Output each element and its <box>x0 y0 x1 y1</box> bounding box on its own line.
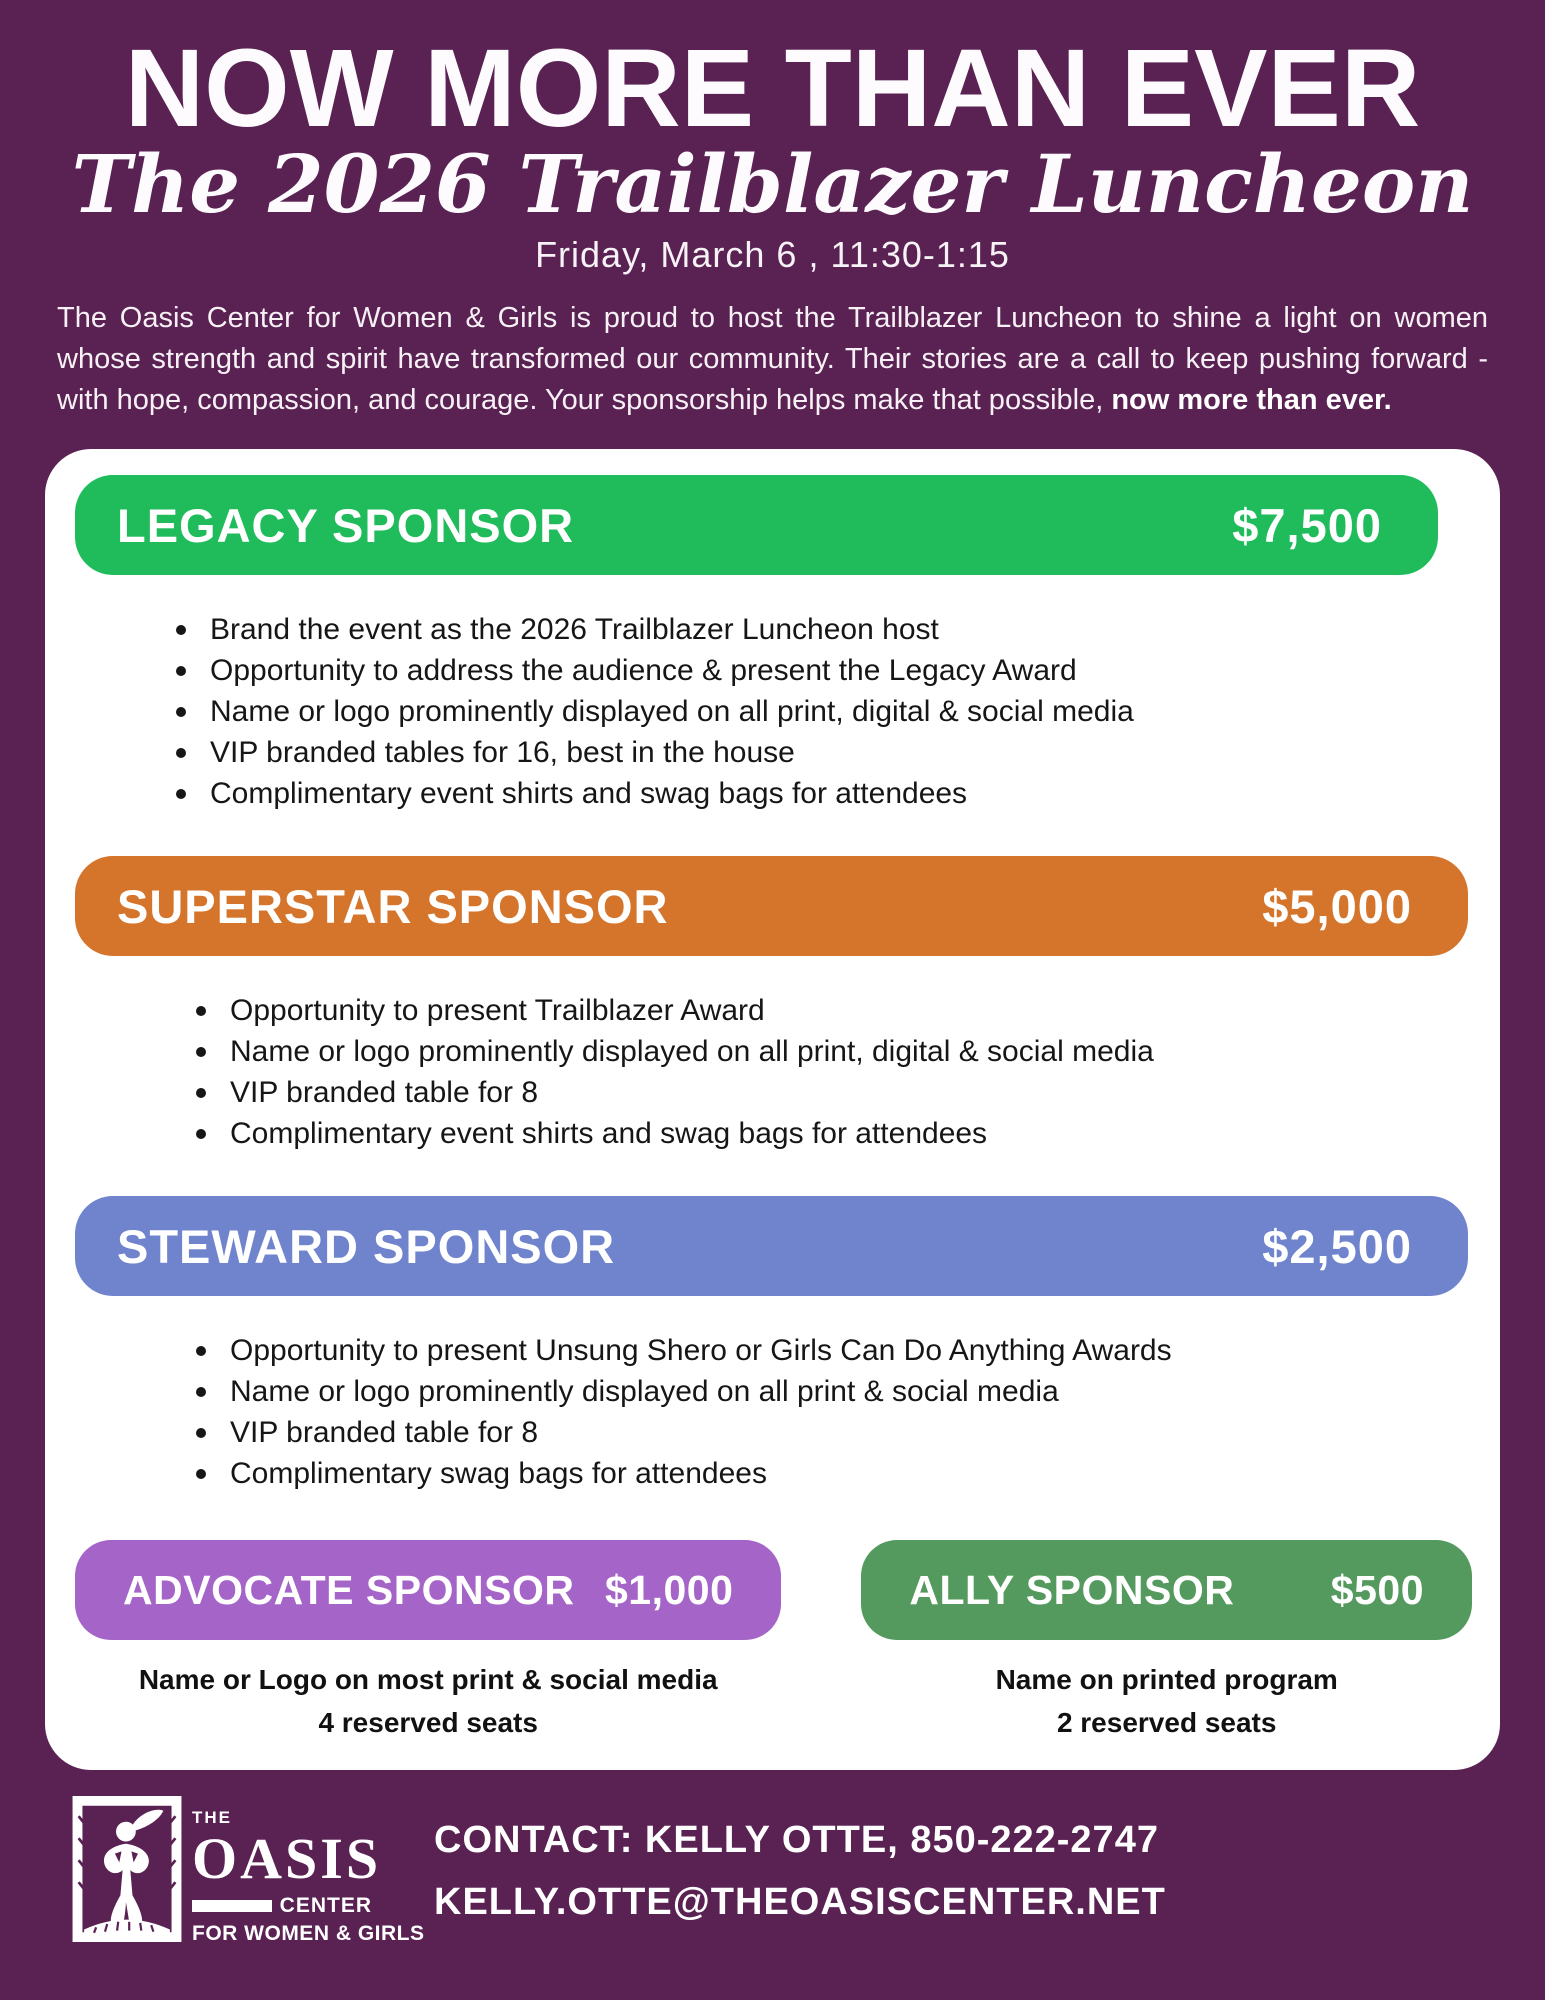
logo-center: CENTER <box>279 1894 372 1917</box>
tier-superstar-price: $5,000 <box>1262 879 1412 933</box>
tier-advocate-name: ADVOCATE SPONSOR <box>123 1566 575 1613</box>
oasis-logo <box>72 1796 425 1946</box>
event-date: Friday, March 6 , 11:30-1:15 <box>535 234 1010 275</box>
logo-bar <box>192 1900 272 1912</box>
benefit-item: Name or logo prominently displayed on all print, digital & social media <box>190 1031 1440 1072</box>
benefit-item: VIP branded tables for 16, best in the house <box>170 732 1440 773</box>
tier-ally-price: $500 <box>1330 1566 1424 1613</box>
tier-ally-benefits <box>861 1658 1472 1744</box>
benefit-item: Complimentary event shirts and swag bags for attendees <box>190 1113 1440 1154</box>
benefit-line: Name on printed program <box>995 1664 1338 1695</box>
benefit-item: Name or logo prominently displayed on all print & social media <box>190 1371 1440 1412</box>
tier-legacy <box>45 475 1500 814</box>
tier-ally-header <box>861 1540 1472 1640</box>
logo-tagline: FOR WOMEN & GIRLS <box>192 1922 425 1945</box>
benefit-item: VIP branded table for 8 <box>190 1412 1440 1453</box>
tier-ally-name: ALLY SPONSOR <box>909 1566 1235 1613</box>
logo-the: THE <box>192 1808 232 1827</box>
benefit-item: Opportunity to address the audience & present the Legacy Award <box>170 650 1440 691</box>
benefit-line: Name or Logo on most print & social media <box>138 1664 718 1695</box>
benefit-item: Brand the event as the 2026 Trailblazer Luncheon host <box>170 609 1440 650</box>
benefit-item: Name or logo prominently displayed on all print, digital & social media <box>170 691 1440 732</box>
tier-legacy-benefits <box>170 609 1440 814</box>
small-tiers-row <box>75 1540 1472 1744</box>
footer <box>0 1770 1545 1946</box>
intro-bold-text: now more than ever. <box>1111 384 1392 416</box>
tier-steward-price: $2,500 <box>1262 1219 1412 1273</box>
tier-steward <box>45 1196 1500 1494</box>
tier-steward-benefits <box>190 1330 1440 1494</box>
intro-text: The Oasis Center for Women & Girls is proud to host the Trailblazer Luncheon to shine a light on women whose strength and spirit have transformed our community. Their stories are a call to keep pushing forward - with hope, compassion, and courage. Your sponsorship helps make that possible, <box>57 302 1488 416</box>
tier-legacy-header <box>75 475 1438 575</box>
contact-block <box>434 1809 1166 1933</box>
oasis-emblem-icon <box>72 1796 182 1942</box>
benefit-item: VIP branded table for 8 <box>190 1072 1440 1113</box>
benefit-item: Complimentary swag bags for attendees <box>190 1453 1440 1494</box>
tier-steward-header <box>75 1196 1468 1296</box>
tier-superstar-benefits <box>190 990 1440 1154</box>
tier-superstar-header <box>75 856 1468 956</box>
tier-advocate-header <box>75 1540 781 1640</box>
contact-line-2: KELLY.OTTE@THEOASISCENTER.NET <box>434 1881 1166 1923</box>
benefit-item: Complimentary event shirts and swag bags for attendees <box>170 773 1440 814</box>
contact-line-1: CONTACT: KELLY OTTE, 850-222-2747 <box>434 1819 1159 1861</box>
tier-superstar <box>45 856 1500 1154</box>
event-subtitle: The 2026 Trailblazer Luncheon <box>71 137 1474 231</box>
tier-advocate-price: $1,000 <box>604 1566 734 1613</box>
page-title: NOW MORE THAN EVER <box>124 27 1421 150</box>
tier-advocate-benefits <box>75 1658 781 1744</box>
logo-center-row <box>192 1894 372 1918</box>
logo-oasis: OASIS <box>192 1826 382 1891</box>
intro-paragraph <box>57 298 1488 421</box>
tier-steward-name: STEWARD SPONSOR <box>117 1219 616 1273</box>
oasis-logo-text <box>192 1796 425 1946</box>
benefit-item: Opportunity to present Unsung Shero or Girls Can Do Anything Awards <box>190 1330 1440 1371</box>
benefit-line: 2 reserved seats <box>1056 1707 1277 1738</box>
tier-legacy-name: LEGACY SPONSOR <box>117 498 575 552</box>
header <box>0 0 1545 421</box>
tier-legacy-price: $7,500 <box>1232 498 1382 552</box>
benefit-item: Opportunity to present Trailblazer Award <box>190 990 1440 1031</box>
tier-ally <box>861 1540 1472 1744</box>
benefit-line: 4 reserved seats <box>318 1707 538 1738</box>
sponsorship-card <box>45 449 1500 1770</box>
tier-advocate <box>75 1540 781 1744</box>
tier-superstar-name: SUPERSTAR SPONSOR <box>117 879 669 933</box>
